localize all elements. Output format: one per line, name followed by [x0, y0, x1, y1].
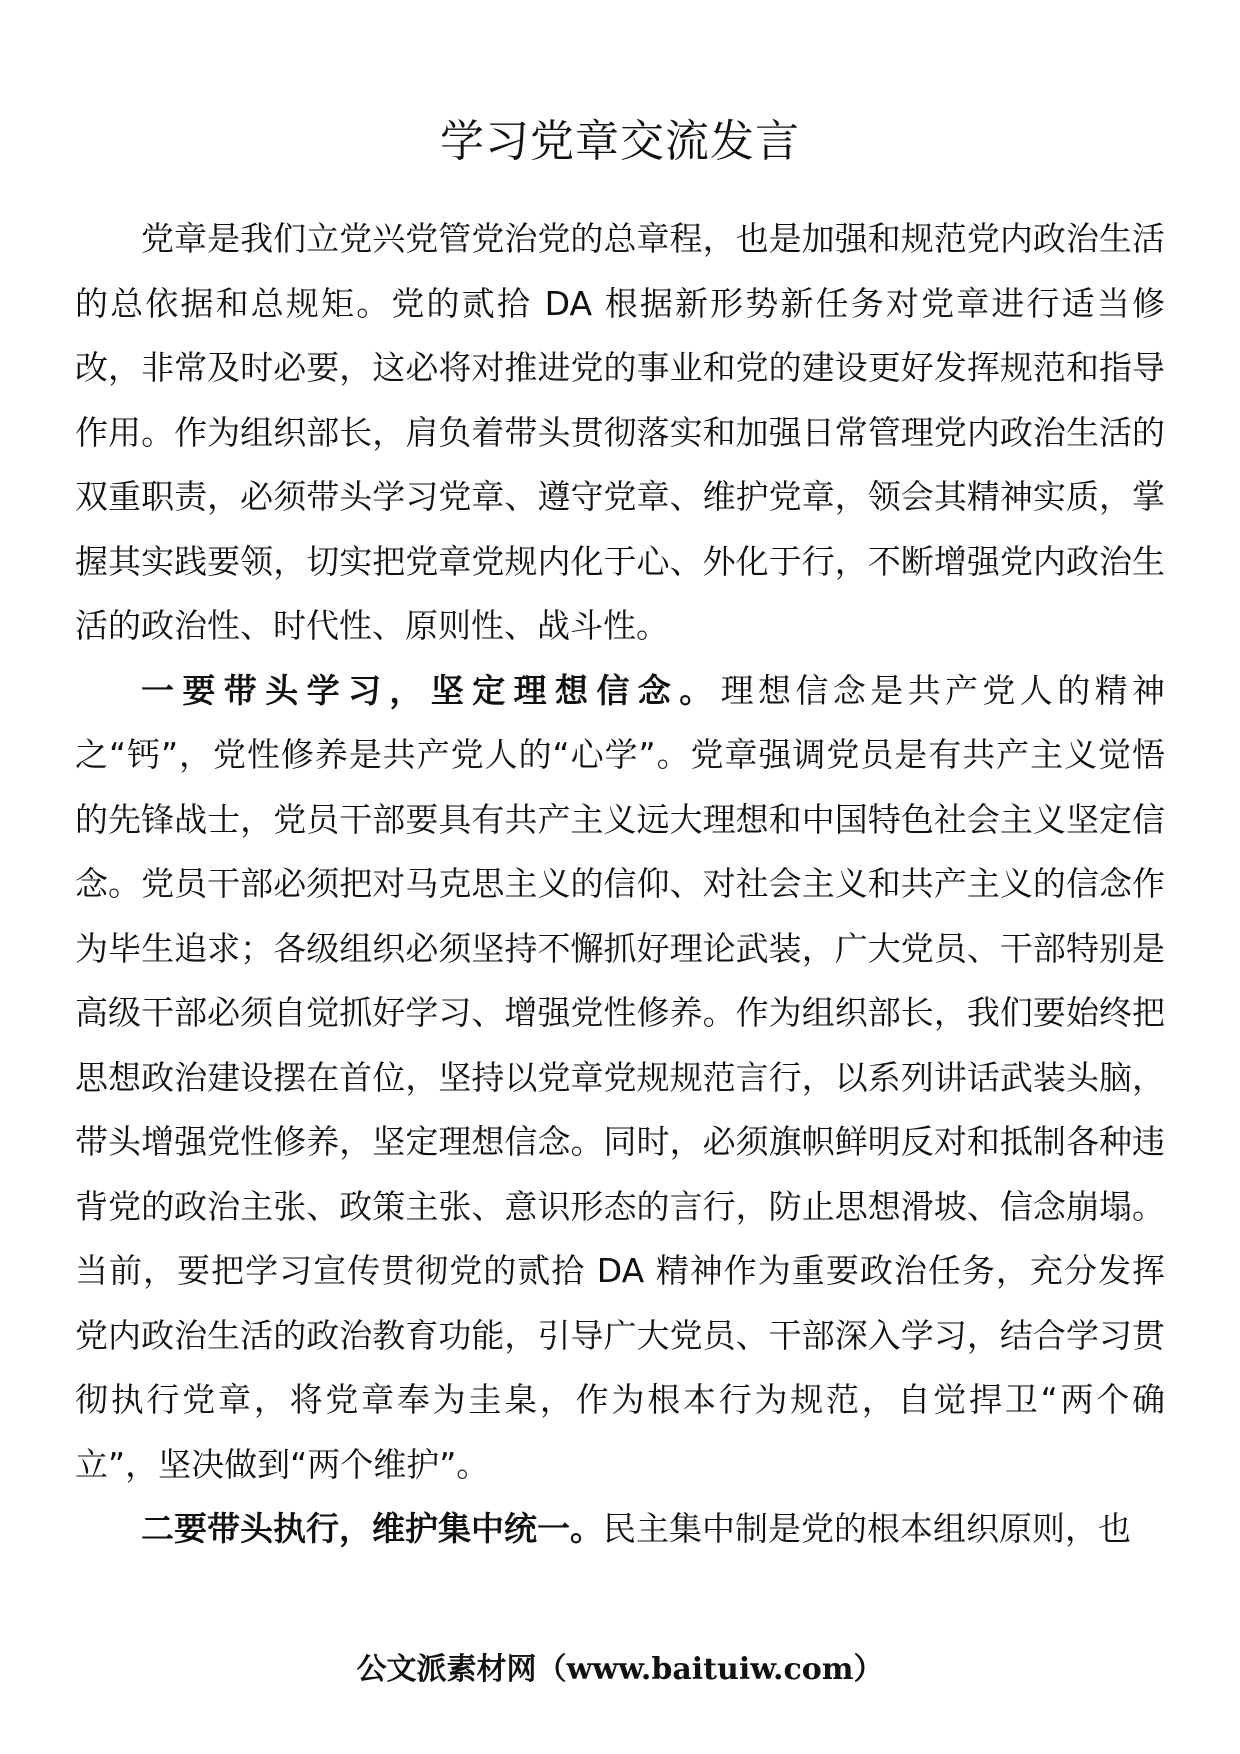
paragraph-3 — [75, 1497, 1165, 1562]
paragraph-3-heading: 二要带头执行，维护集中统一。 — [141, 1509, 603, 1548]
document-title: 学习党章交流发言 — [440, 116, 800, 167]
paragraph-2-text: 理想信念是共产党人的精神之“钙”，党性修养是共产党人的“心学”。党章强调党员是有共产主义觉悟的先锋战士，党员干部要具有共产主义远大理想和中国特色社会主义坚定信念。党员干部必须把对马克思主义的信仰、对社会主义和共产主义的信念作为毕生追求；各级组织必须坚持不懈抓好理论武装，广大党员、干部特别是高级干部必须自觉抓好学习、增强党性修养。作为组织部长，我们要始终把思想政治建设摆在首位，坚持以党章党规规范言行，以系列讲话武装头脑，带头增强党性修养，坚定理想信念。同时，必须旗帜鲜明反对和抵制各种违背党的政治主张、政策主张、意识形态的言行，防止思想滑坡、信念崩塌。当前，要把学习宣传贯彻党的贰拾 DA 精神作为重要政治任务，充分发挥党内政治生活的政治教育功能，引导广大党员、干部深入学习，结合学习贯彻执行党章，将党章奉为圭臬，作为根本行为规范，自觉捍卫“两个确立”，坚决做到“两个维护”。 — [75, 670, 1166, 1484]
paragraph-2 — [75, 659, 1165, 1498]
footer-source: 公文派素材网（www.baituiw.com） — [356, 1652, 884, 1687]
paragraph-1-text: 党章是我们立党兴党管党治党的总章程，也是加强和规范党内政治生活的总依据和总规矩。党的贰拾 DA 根据新形势新任务对党章进行适当修改，非常及时必要，这必将对推进党的事业和党的建设更好发挥规范和指导作用。作为组织部长，肩负着带头贯彻落实和加强日常管理党内政治生活的双重职责，必须带头学习党章、遵守党章、维护党章，领会其精神实质，掌握其实践要领，切实把党章党规内化于心、外化于行，不断增强党内政治生活的政治性、时代性、原则性、战斗性。 — [75, 219, 1165, 645]
paragraph-3-text: 民主集中制是党的根本组织原则，也 — [603, 1509, 1131, 1548]
paragraph-2-heading: 一要带头学习，坚定理想信念。 — [141, 670, 721, 710]
document-body — [75, 207, 1165, 1562]
paragraph-1 — [75, 207, 1165, 659]
